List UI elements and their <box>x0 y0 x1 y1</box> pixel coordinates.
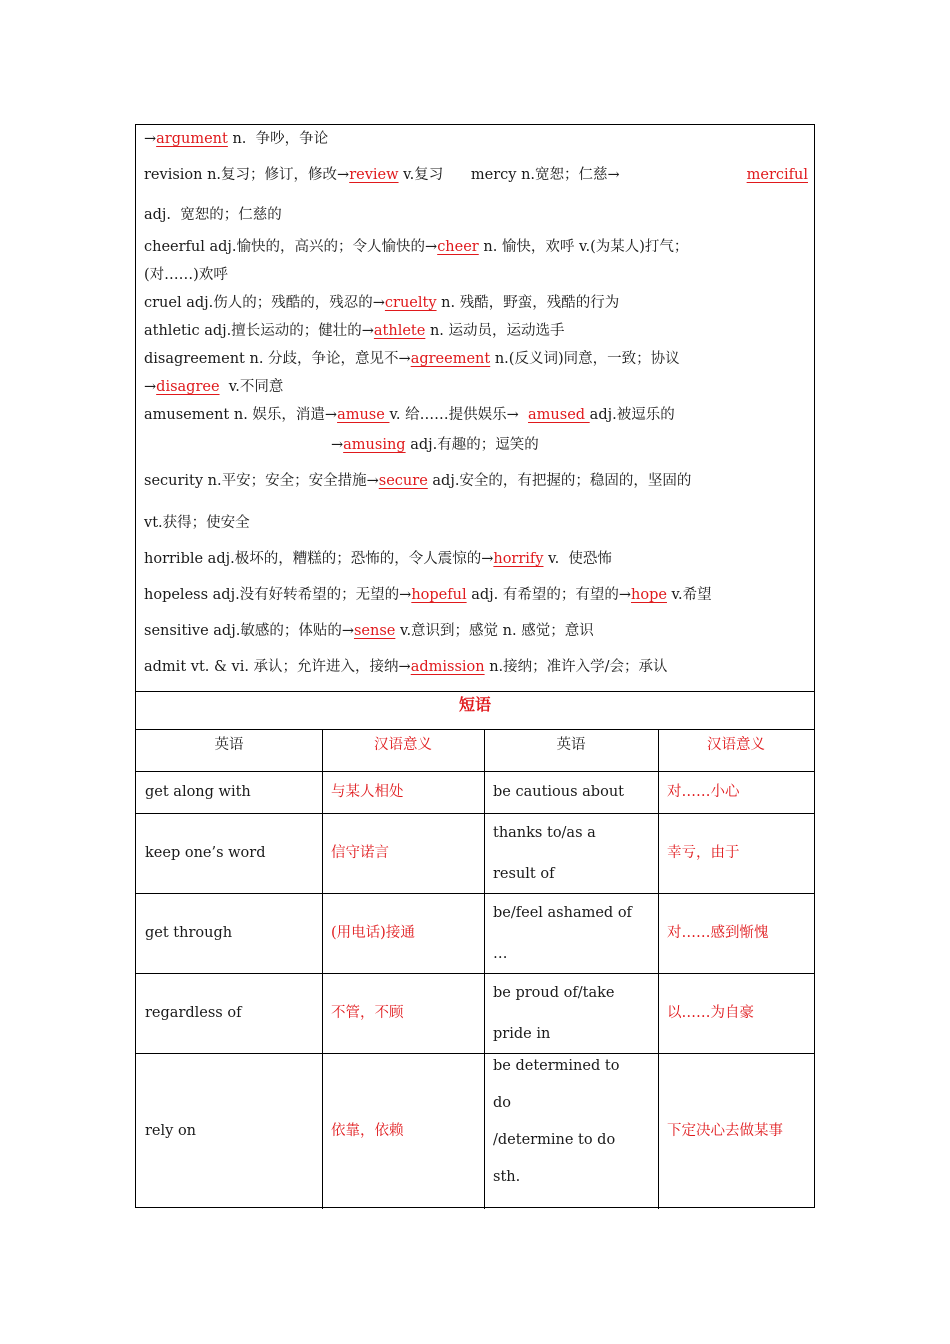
phrase-line: get along with <box>145 784 251 800</box>
vocabulary-section <box>136 125 814 691</box>
column-header: 汉语意义 <box>707 737 765 753</box>
vocab-text: disagreement n. 分歧，争论，意见不→ <box>144 351 411 367</box>
vocab-text: admit vt. & vi. 承认；允许进入，接纳→ <box>144 659 411 675</box>
vocab-text: n. 残酷，野蛮，残酷的行为 <box>436 295 620 311</box>
vocab-line <box>144 513 808 533</box>
phrase-english <box>145 1003 317 1023</box>
phrase-english <box>145 1121 317 1141</box>
divider <box>136 729 814 730</box>
phrase-line: 不管，不顾 <box>331 1005 404 1021</box>
vocab-text: v. 给……提供娱乐→ <box>389 407 529 423</box>
vocab-text: v.希望 <box>666 587 712 603</box>
phrase-meaning <box>331 1003 479 1023</box>
vocab-text: → <box>331 437 344 453</box>
answer-word: hope <box>631 587 667 603</box>
answer-word: horrify <box>493 551 544 567</box>
vocab-text: amusement n. 娱乐，消遣→ <box>144 407 338 423</box>
vocab-line <box>144 129 808 149</box>
answer-word: amusing <box>343 437 406 453</box>
vocab-line <box>144 265 808 285</box>
phrase-english <box>145 782 317 802</box>
phrase-line: regardless of <box>145 1005 242 1021</box>
column-header: 汉语意义 <box>374 737 432 753</box>
phrase-line: 幸亏，由于 <box>667 845 740 861</box>
vocab-line <box>144 293 808 313</box>
phrase-line: be determined to <box>493 1058 620 1074</box>
phrase-meaning <box>331 843 479 863</box>
answer-word: disagree <box>156 379 220 395</box>
phrase-english <box>493 782 653 802</box>
answer-word: cheer <box>437 239 479 255</box>
vocab-line <box>144 585 808 605</box>
phrase-line: rely on <box>145 1122 197 1139</box>
answer-word: agreement <box>410 351 491 367</box>
vocab-text: v.复习 mercy n.宽恕；仁慈→ <box>398 167 620 183</box>
vocab-line <box>144 549 808 569</box>
phrase-line: keep one’s word <box>145 845 266 861</box>
answer-word: sense <box>353 623 396 639</box>
answer-word: review <box>349 167 399 183</box>
phrase-line: /determine to do <box>493 1132 616 1148</box>
phrase-line: 信守诺言 <box>331 845 389 861</box>
vocab-text: sensitive adj.敏感的；体贴的→ <box>144 623 354 639</box>
vocab-text: adj. 有希望的；有望的→ <box>466 587 632 603</box>
phrase-line: 依靠，依赖 <box>331 1122 404 1139</box>
phrase-english <box>493 1056 653 1187</box>
answer-word: cruelty <box>384 295 437 311</box>
row-divider <box>136 893 814 894</box>
vocab-text: n.(反义词)同意，一致；协议 <box>490 351 680 367</box>
vocab-text: (对……)欢呼 <box>144 267 228 283</box>
answer-word: argument <box>156 131 228 147</box>
vocab-text: adj.安全的，有把握的；稳固的，坚固的 <box>427 473 692 489</box>
vocab-line <box>144 471 808 491</box>
vocab-text: athletic adj.擅长运动的；健壮的→ <box>144 323 374 339</box>
phrase-line: be/feel ashamed of <box>493 904 632 921</box>
column-divider <box>484 729 485 1209</box>
column-header: 英语 <box>556 737 586 753</box>
vocab-line <box>144 349 808 369</box>
phrase-meaning <box>667 1003 809 1023</box>
phrase-line: 对……小心 <box>667 784 740 800</box>
phrases-title: 短语 <box>458 695 491 714</box>
phrase-line: 下定决心去做某事 <box>667 1122 783 1139</box>
vocab-text: security n.平安；安全；安全措施→ <box>144 473 379 489</box>
row-divider <box>136 813 814 814</box>
vocab-line <box>144 165 808 185</box>
vocab-text: adj. 宽恕的；仁慈的 <box>144 207 282 223</box>
row-divider <box>136 771 814 772</box>
column-header: 英语 <box>214 737 244 753</box>
answer-word: amuse <box>337 407 390 423</box>
vocab-group <box>144 165 620 185</box>
phrase-line: result of <box>493 865 555 882</box>
vocab-text: v. 使恐怖 <box>543 551 612 567</box>
row-divider <box>136 1053 814 1054</box>
vocab-text: n. 争吵，争论 <box>227 131 329 147</box>
phrase-line: do <box>493 1095 512 1111</box>
vocab-text: revision n.复习；修订，修改→ <box>144 167 350 183</box>
vocab-text: cheerful adj.愉快的，高兴的；令人愉快的→ <box>144 239 438 255</box>
phrase-meaning <box>667 782 809 802</box>
column-divider <box>658 729 659 1209</box>
vocab-text: vt.获得；使安全 <box>144 515 250 531</box>
vocab-line <box>144 377 808 397</box>
divider <box>136 691 814 692</box>
vocab-text: horrible adj.极坏的，糟糕的；恐怖的，令人震惊的→ <box>144 551 494 567</box>
phrase-line: pride in <box>493 1025 551 1042</box>
vocab-line <box>144 321 808 341</box>
vocab-group <box>747 165 808 185</box>
answer-word: admission <box>410 659 485 675</box>
phrase-english <box>145 923 317 943</box>
vocab-text: cruel adj.伤人的；残酷的，残忍的→ <box>144 295 385 311</box>
phrase-line: be proud of/take <box>493 984 615 1001</box>
vocab-text: hopeless adj.没有好转希望的；无望的→ <box>144 587 412 603</box>
phrase-meaning <box>667 843 809 863</box>
vocab-line <box>331 435 808 455</box>
vocab-text: v.意识到；感觉 n. 感觉；意识 <box>395 623 594 639</box>
phrase-line: 与某人相处 <box>331 784 404 800</box>
phrase-line: be cautious about <box>493 784 624 800</box>
phrase-line: (用电话)接通 <box>331 925 415 941</box>
phrase-line: 对……感到惭愧 <box>667 925 769 941</box>
answer-word: hopeful <box>411 587 467 603</box>
vocab-text: → <box>144 379 157 395</box>
phrase-english <box>493 823 653 884</box>
vocab-text: n.接纳；准许入学/会；承认 <box>484 659 668 675</box>
answer-word: amused <box>528 407 590 423</box>
phrase-meaning <box>331 1121 479 1141</box>
phrase-line: sth. <box>493 1169 521 1185</box>
phrase-english <box>493 983 653 1044</box>
vocab-text: n. 运动员，运动选手 <box>425 323 565 339</box>
phrase-line: thanks to/as a <box>493 824 596 841</box>
vocab-line <box>144 237 808 257</box>
answer-word: secure <box>378 473 428 489</box>
vocab-line <box>144 657 808 677</box>
phrase-meaning <box>331 782 479 802</box>
phrase-meaning <box>667 1121 809 1141</box>
vocab-text: v.不同意 <box>219 379 284 395</box>
phrase-english <box>145 843 317 863</box>
phrase-meaning <box>331 923 479 943</box>
phrase-english <box>493 903 653 964</box>
phrase-line: get through <box>145 925 233 941</box>
vocab-line <box>144 621 808 641</box>
worksheet-table <box>135 124 815 1208</box>
vocab-line <box>144 405 808 425</box>
answer-word: merciful <box>746 167 808 183</box>
vocab-text: adj.被逗乐的 <box>589 407 675 423</box>
vocab-text: adj.有趣的；逗笑的 <box>405 437 539 453</box>
vocab-text: n. 愉快，欢呼 v.(为某人)打气； <box>478 239 689 255</box>
column-divider <box>322 729 323 1209</box>
answer-word: athlete <box>373 323 426 339</box>
vocab-line <box>144 205 808 225</box>
row-divider <box>136 973 814 974</box>
phrase-meaning <box>667 923 809 943</box>
phrase-line: 以……为自豪 <box>667 1005 754 1021</box>
phrase-line: … <box>493 945 508 962</box>
vocab-text: → <box>144 131 157 147</box>
